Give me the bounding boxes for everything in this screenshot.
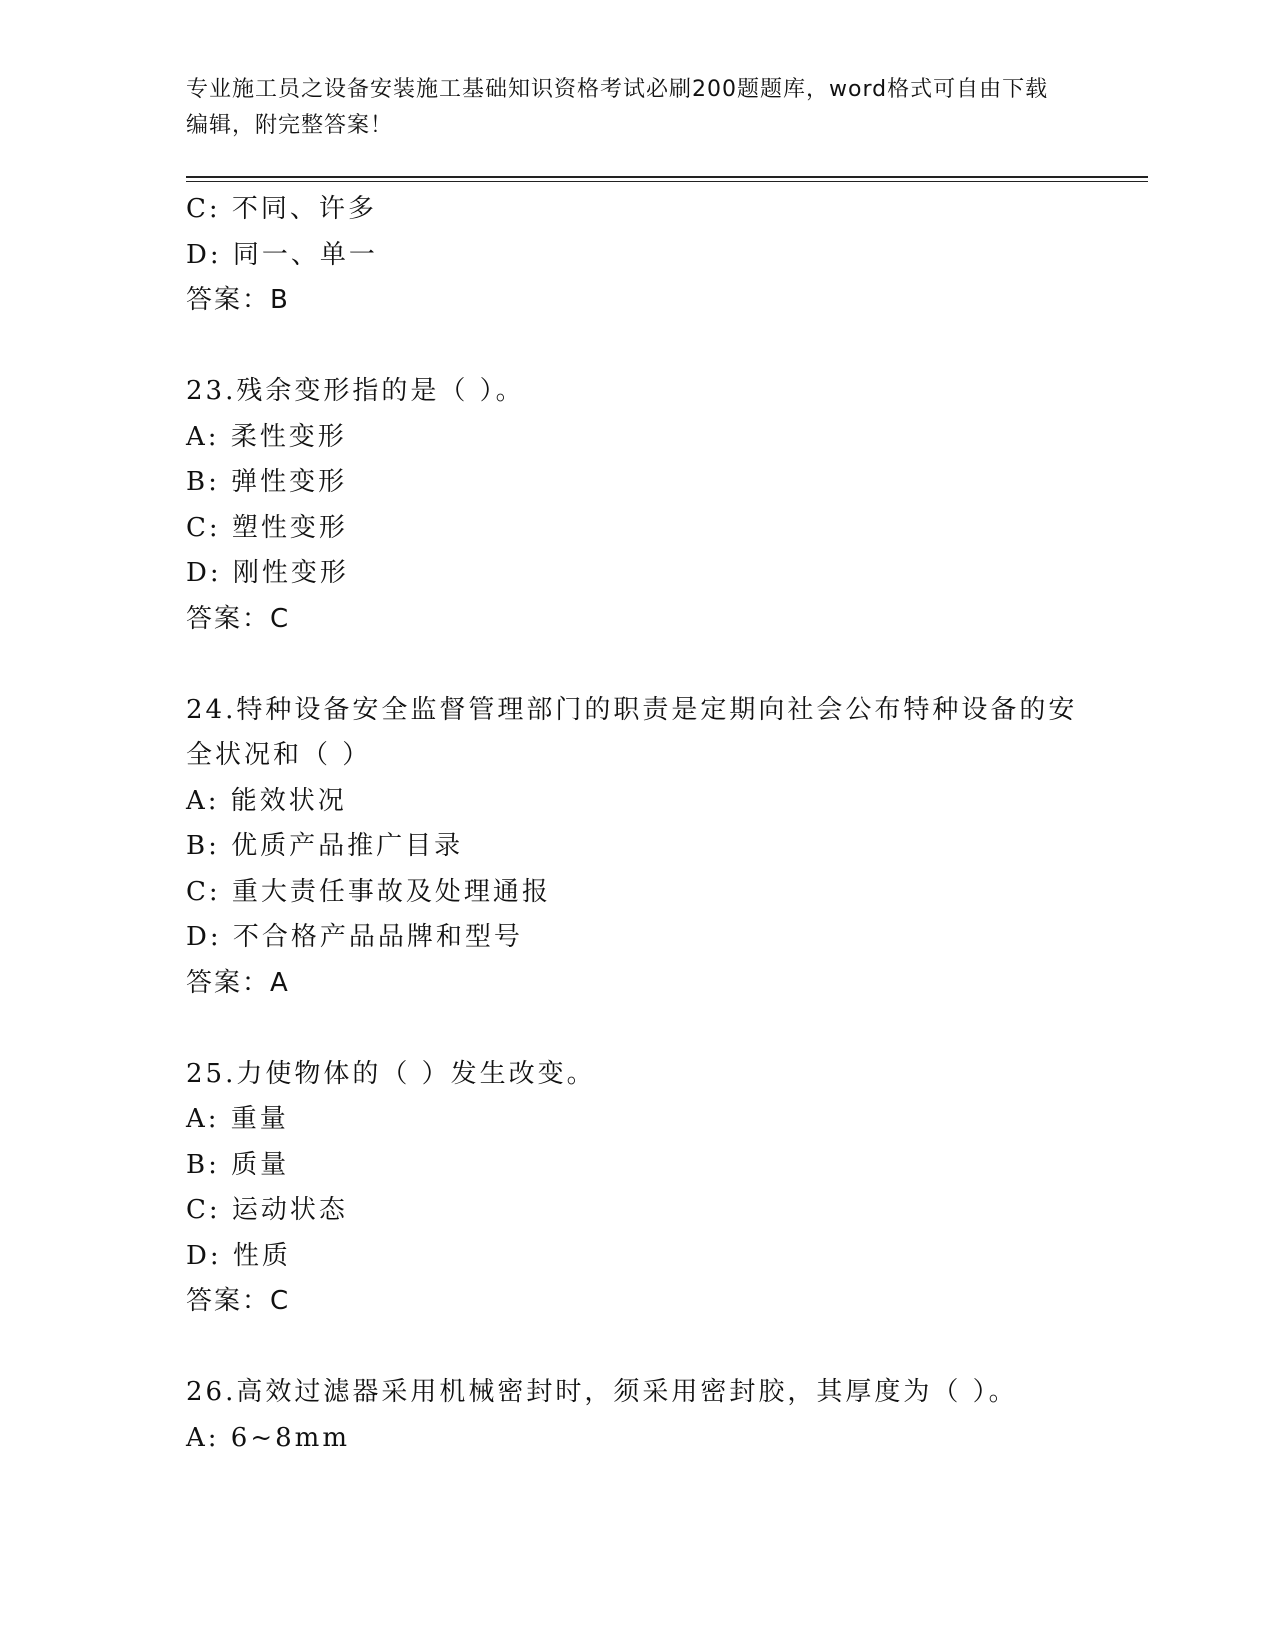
option-a: A: 6~8mm — [186, 1422, 350, 1453]
answer: 答案：A — [186, 967, 290, 998]
option-a: A: 能效状况 — [186, 785, 347, 816]
spacer — [186, 642, 1076, 688]
option-c: C: 不同、许多 — [186, 194, 377, 224]
option-c: C: 运动状态 — [186, 1195, 348, 1225]
header-rule-thin — [186, 181, 1148, 182]
question-25 — [186, 1052, 1076, 1325]
question-23 — [186, 369, 1076, 642]
option-b: B: 优质产品推广目录 — [186, 831, 464, 861]
question-stem: 26.高效过滤器采用机械密封时，须采用密封胶，其厚度为（ ）。 — [186, 1377, 1018, 1407]
spacer — [186, 1325, 1076, 1371]
answer: 答案：C — [186, 603, 291, 634]
header-rule-thick — [186, 176, 1148, 178]
document-title: 专业施工员之设备安装施工基础知识资格考试必刷200题题库，word格式可自由下载编辑，附完整答案！ — [186, 77, 1049, 138]
question-24 — [186, 688, 1076, 1007]
spacer — [186, 324, 1076, 370]
option-c: C: 重大责任事故及处理通报 — [186, 876, 551, 907]
question-stem-line-1: 24.特种设备安全监督管理部门的职责是定期向社会公布特种设备的安 — [186, 694, 1078, 725]
spacer — [186, 1006, 1076, 1052]
option-a: A: 重量 — [186, 1104, 289, 1134]
answer: 答案：C — [186, 1286, 291, 1316]
option-d: D: 刚性变形 — [186, 558, 349, 588]
option-c: C: 塑性变形 — [186, 512, 348, 543]
option-a: A: 柔性变形 — [186, 421, 347, 452]
option-d: D: 同一、单一 — [186, 239, 378, 270]
answer: 答案：B — [186, 285, 290, 315]
option-d: D: 性质 — [186, 1240, 291, 1271]
question-stem: 25.力使物体的（ ）发生改变。 — [186, 1058, 596, 1089]
option-b: B: 质量 — [186, 1149, 290, 1180]
question-list — [186, 187, 1076, 1461]
option-b: B: 弹性变形 — [186, 467, 348, 497]
option-d: D: 不合格产品品牌和型号 — [186, 922, 523, 952]
question-22-tail — [186, 187, 1076, 324]
question-stem-line-2: 全状况和（ ） — [186, 740, 372, 770]
question-stem: 23.残余变形指的是（ ）。 — [186, 376, 525, 406]
question-26 — [186, 1370, 1076, 1461]
